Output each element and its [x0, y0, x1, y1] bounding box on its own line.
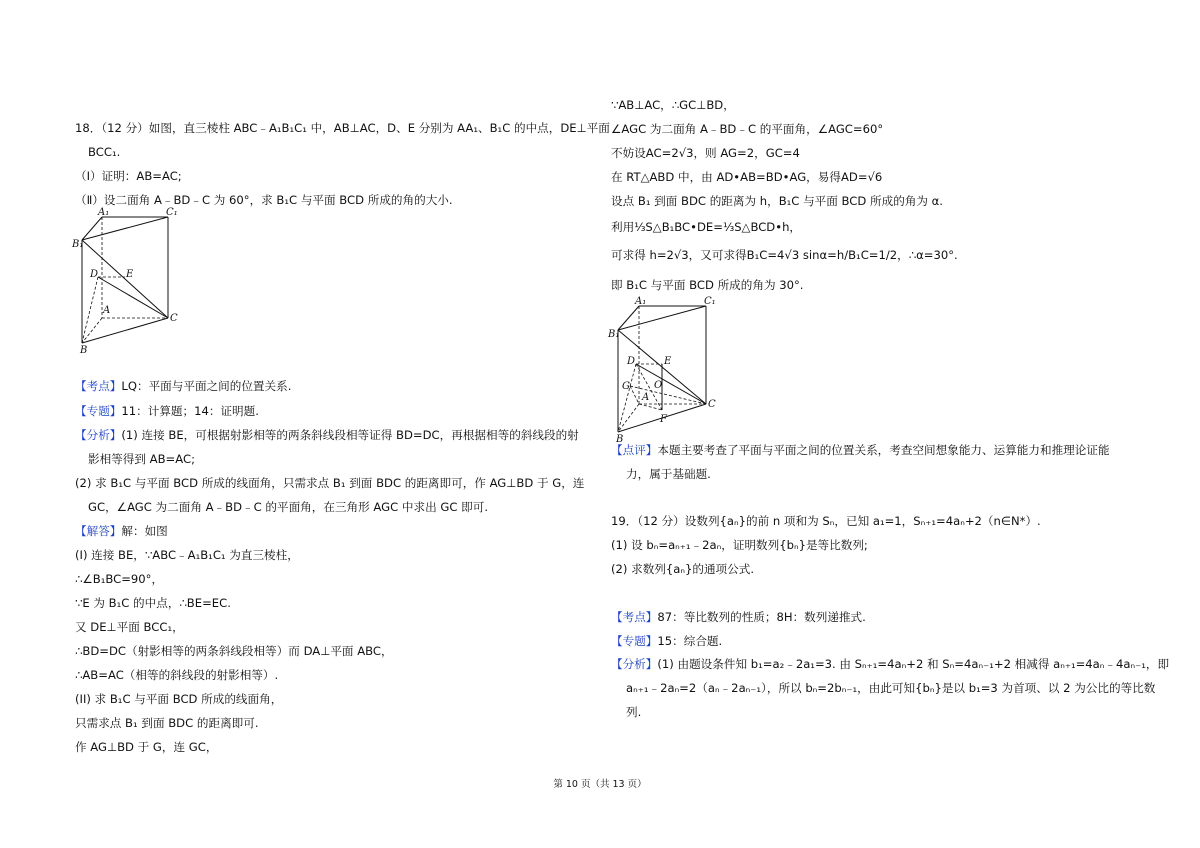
- zhuanti-block: [611, 634, 722, 648]
- q18-part1: （Ⅰ）证明：AB=AC;: [75, 169, 182, 183]
- jieda-tag: 【解答】: [75, 524, 122, 538]
- fenxi-line1: (1) 由题设条件知 b₁=a₂﹣2a₁=3. 由 Sₙ₊₁=4aₙ+2 和 Sₙ=4aₙ₋₁+2 相减得 aₙ₊₁=4aₙ﹣4aₙ₋₁，即: [657, 657, 1170, 671]
- fenxi-tag: 【分析】: [611, 657, 658, 671]
- solution-line: ∵AB⊥AC，∴GC⊥BD，: [611, 98, 735, 112]
- kaodian-tag: 【考点】: [75, 379, 122, 393]
- fenxi-block: [611, 657, 1169, 671]
- kaodian-block: [611, 610, 866, 624]
- kaodian-tag: 【考点】: [611, 610, 658, 624]
- label-F: F: [660, 414, 667, 425]
- fenxi-line2: aₙ₊₁﹣2aₙ=2（aₙ﹣2aₙ₋₁），所以 bₙ=2bₙ₋₁，由此可知{bₙ}是以 b₁=3 为首项、以 2 为公比的等比数: [626, 681, 1156, 695]
- zhuanti-text: 15：综合题.: [657, 634, 723, 648]
- solution-line: 在 RT△ABD 中，由 AD•AB=BD•AG，易得AD=√6: [611, 170, 883, 184]
- q18-part2: （Ⅱ）设二面角 A﹣BD﹣C 为 60°，求 B₁C 与平面 BCD 所成的角的大小.: [75, 193, 453, 207]
- zhuanti-tag: 【专题】: [611, 634, 658, 648]
- q19-heading: 19．（12 分）设数列{aₙ}的前 n 项和为 Sₙ，已知 a₁=1，Sₙ₊₁=4aₙ+2（n∈N*）.: [611, 514, 1041, 528]
- label-B: B: [80, 345, 88, 355]
- fenxi-block: [75, 428, 579, 442]
- kaodian-text: LQ：平面与平面之间的位置关系.: [121, 379, 292, 393]
- label-O: O: [654, 380, 663, 391]
- fenxi-line3: 列.: [626, 705, 642, 719]
- solution-line: 设点 B₁ 到面 BDC 的距离为 h，B₁C 与平面 BCD 所成的角为 α.: [611, 194, 943, 208]
- label-B1: B₁: [608, 329, 620, 340]
- q19-part2: (2) 求数列{aₙ}的通项公式.: [611, 562, 755, 576]
- jieda-text: 解：如图: [121, 524, 168, 538]
- dianping-line2: 力，属于基础题.: [626, 467, 711, 481]
- fenxi-tag: 【分析】: [75, 428, 122, 442]
- solution-line: ∠AGC 为二面角 A﹣BD﹣C 的平面角，∠AGC=60°: [611, 122, 884, 136]
- label-C1: C₁: [704, 296, 716, 307]
- solution-line: 不妨设AC=2√3，则 AG=2，GC=4: [611, 146, 800, 160]
- solution-line: (II) 求 B₁C 与平面 BCD 所成的线面角，: [75, 692, 283, 706]
- solution-line: 只需求点 B₁ 到面 BDC 的距离即可.: [75, 716, 259, 730]
- label-C1: C₁: [166, 207, 178, 218]
- prism-figure-2: [606, 292, 726, 442]
- label-G: G: [622, 381, 630, 392]
- label-D: D: [90, 269, 99, 280]
- q18-heading-cont: BCC₁.: [88, 145, 121, 159]
- fenxi-line3: (2) 求 B₁C 与平面 BCD 所成的线面角，只需求点 B₁ 到面 BDC 的距离即可，作 AG⊥BD 于 G，连: [75, 476, 585, 490]
- solution-line: 作 AG⊥BD 于 G，连 GC，: [75, 740, 218, 754]
- zhuanti-block: [75, 404, 259, 418]
- label-C: C: [708, 399, 716, 410]
- label-E: E: [664, 356, 672, 367]
- solution-line: ∴∠B₁BC=90°，: [75, 572, 164, 586]
- solution-line: 利用⅓S△B₁BC•DE=⅓S△BCD•h，: [611, 220, 802, 234]
- label-D: D: [627, 356, 636, 367]
- label-A: A: [103, 305, 111, 316]
- fenxi-line2: 影相等得到 AB=AC;: [88, 452, 195, 466]
- kaodian-text: 87：等比数列的性质；8H：数列递推式.: [657, 610, 866, 624]
- solution-line: ∴BD=DC（射影相等的两条斜线段相等）而 DA⊥平面 ABC，: [75, 644, 393, 658]
- label-A1: A₁: [98, 207, 110, 218]
- label-A: A: [642, 392, 650, 403]
- label-B1: B₁: [72, 239, 84, 250]
- fenxi-line1: (1) 连接 BE，可根据射影相等的两条斜线段相等证得 BD=DC，再根据相等的斜线段的射: [121, 428, 579, 442]
- dianping-line1: 本题主要考查了平面与平面之间的位置关系，考查空间想象能力、运算能力和推理论证能: [657, 443, 1110, 457]
- solution-line: 即 B₁C 与平面 BCD 所成的角为 30°.: [611, 278, 804, 292]
- solution-line: 又 DE⊥平面 BCC₁，: [75, 620, 184, 634]
- dianping-block: [611, 443, 1110, 457]
- q18-heading: 18．（12 分）如图，直三棱柱 ABC﹣A₁B₁C₁ 中，AB⊥AC，D、E 分别为 AA₁、B₁C 的中点，DE⊥平面: [75, 121, 610, 135]
- zhuanti-text: 11：计算题；14：证明题.: [121, 404, 259, 418]
- solution-line: ∴AB=AC（相等的斜线段的射影相等）.: [75, 668, 279, 682]
- page-footer: 第 10 页（共 13 页）: [553, 779, 647, 790]
- label-E: E: [126, 269, 134, 280]
- fenxi-line4: GC，∠AGC 为二面角 A﹣BD﹣C 的平面角，在三角形 AGC 中求出 GC 即可.: [88, 500, 489, 514]
- solution-line: 可求得 h=2√3，又可求得B₁C=4√3 sinα=h/B₁C=1/2，∴α=30°.: [611, 248, 958, 262]
- dianping-tag: 【点评】: [611, 443, 658, 457]
- solution-line: ∵E 为 B₁C 的中点，∴BE=EC.: [75, 596, 231, 610]
- label-B: B: [616, 434, 624, 442]
- jieda-block: [75, 524, 168, 538]
- zhuanti-tag: 【专题】: [75, 404, 122, 418]
- prism-figure-1: [70, 205, 190, 355]
- q19-part1: (1) 设 bₙ=aₙ₊₁﹣2aₙ，证明数列{bₙ}是等比数列;: [611, 538, 868, 552]
- label-A1: A₁: [635, 296, 647, 307]
- kaodian-block: [75, 379, 291, 393]
- solution-line: (I) 连接 BE，∵ABC﹣A₁B₁C₁ 为直三棱柱，: [75, 548, 299, 562]
- label-C: C: [170, 313, 178, 324]
